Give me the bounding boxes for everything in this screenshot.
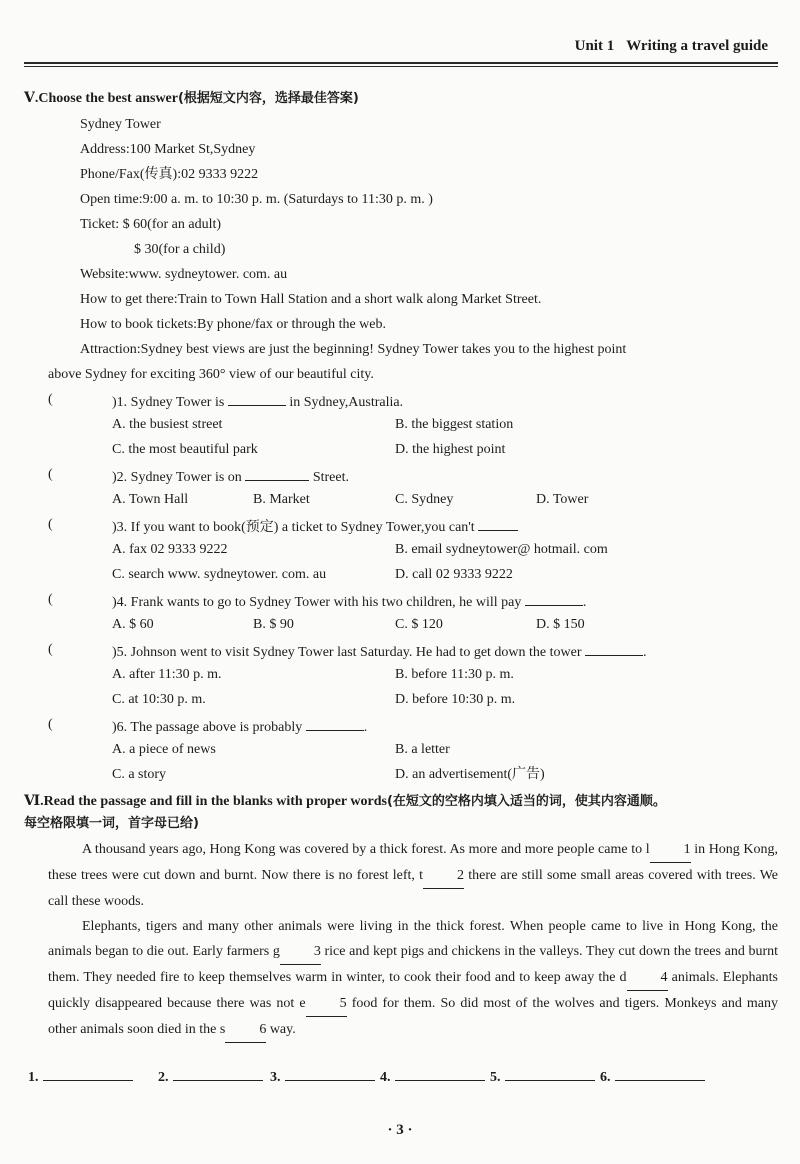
notice-line: Website:www. sydneytower. com. au [80, 267, 288, 282]
q4-stem: )4. Frank wants to go to Sydney Tower with his two children, he will pay . [112, 591, 586, 612]
q4-paren: ( [48, 592, 53, 607]
q6-stem: )6. The passage above is probably . [112, 716, 367, 737]
section5-heading [24, 90, 359, 108]
q5-option-c: C. at 10:30 p. m. [112, 692, 206, 707]
answer-4: 4. [380, 1066, 485, 1087]
passage-paragraph-2 [48, 914, 778, 1043]
q1-paren: ( [48, 392, 53, 407]
q5-option-d: D. before 10:30 p. m. [395, 692, 516, 707]
passage [48, 837, 778, 1043]
passage-paragraph-1 [48, 837, 778, 914]
q2-option-b: B. Market [253, 492, 310, 507]
q2-option-d: D. Tower [536, 492, 589, 507]
q6-paren: ( [48, 717, 53, 732]
answer-3-field[interactable] [285, 1066, 375, 1081]
q3-option-c: C. search www. sydneytower. com. au [112, 567, 327, 582]
answer-2-field[interactable] [173, 1066, 263, 1081]
answer-5-field[interactable] [505, 1066, 595, 1081]
p1-line2a: to l [631, 842, 650, 857]
q6-option-d: D. an advertisement(广告) [395, 767, 545, 782]
answer-4-field[interactable] [395, 1066, 485, 1081]
q4-stem-text: )4. Frank wants to go to Sydney Tower with his two children, he will pay [112, 595, 522, 610]
q6-stem-text: )6. The passage above is probably [112, 720, 303, 735]
section6-heading-zh2: 每空格限填一词，首字母已给) [24, 816, 199, 831]
q1-option-d: D. the highest point [395, 442, 506, 457]
q1-option-c: C. the most beautiful park [112, 442, 258, 457]
notice-line: Sydney Tower [80, 117, 161, 132]
notice-line: How to get there:Train to Town Hall Station and a short walk along Market Street. [80, 292, 542, 307]
q1-option-b: B. the biggest station [395, 417, 514, 432]
q2-stem [112, 466, 349, 487]
q4-option-a: A. $ 60 [112, 617, 154, 632]
notice-line: Attraction:Sydney best views are just the beginning! Sydney Tower takes you to the highest point [80, 342, 627, 357]
q3-option-b: B. email sydneytower@ hotmail. com [395, 542, 608, 557]
q2-stem-b: Street. [312, 470, 349, 485]
p1-line2b: in Hong Kong, these trees were cut down and burnt. Now there is no forest left, t [48, 842, 779, 883]
q6-option-a: A. a piece of news [112, 742, 216, 757]
p2-line6b: way. [269, 1022, 296, 1037]
q3-stem [112, 516, 518, 537]
q5-paren: ( [48, 642, 53, 657]
q1-stem-b: in Sydney,Australia. [289, 395, 404, 410]
q3-paren: ( [48, 517, 53, 532]
q6-option-c: C. a story [112, 767, 167, 782]
p2-line2: in Hong Kong, the animals began to die out. Early farmers g [48, 919, 779, 959]
p2-line6a: other animals soon died in the s [48, 1022, 226, 1037]
q2-option-a: A. Town Hall [112, 492, 189, 507]
section6-title: Read the passage and fill in the blanks with proper words [43, 794, 387, 809]
q5-option-a: A. after 11:30 p. m. [112, 667, 222, 682]
answer-6-field[interactable] [615, 1066, 705, 1081]
section6-title-zh: (在短文的空格内填入适当的词，使其内容通顺。 [386, 794, 666, 809]
p2-line3: the valleys. They cut down the trees and burnt them. They needed fire to keep themselves warm in [48, 944, 778, 985]
q4-option-b: B. $ 90 [253, 617, 294, 632]
blank-6[interactable]: 6 [225, 1017, 266, 1043]
q2-stem-a: )2. Sydney Tower is on [112, 470, 242, 485]
notice-line: Address:100 Market St,Sydney [80, 142, 256, 157]
section6-number: Ⅵ. [24, 794, 44, 809]
header-rule [24, 62, 778, 64]
q2-paren: ( [48, 467, 53, 482]
q5-answer-blank[interactable] [585, 641, 643, 656]
q3-option-a: A. fax 02 9333 9222 [112, 542, 228, 557]
q1-stem-a: )1. Sydney Tower is [112, 395, 225, 410]
answer-2: 2. [158, 1066, 263, 1087]
header-rule-thin [24, 66, 778, 67]
unit-label: Unit 1 [574, 38, 615, 54]
answer-1-field[interactable] [43, 1066, 133, 1081]
notice-line: Open time:9:00 a. m. to 10:30 p. m. (Saturdays to 11:30 p. m. ) [80, 192, 433, 207]
section5-title-zh: (根据短文内容，选择最佳答案) [177, 91, 359, 106]
q1-option-a: A. the busiest street [112, 417, 223, 432]
p1-line1: A thousand years ago, Hong Kong was covered by a thick forest. As more and more people came [82, 842, 628, 857]
q5-stem: )5. Johnson went to visit Sydney Tower last Saturday. He had to get down the tower . [112, 641, 647, 662]
q3-stem-text: )3. If you want to book(预定) a ticket to Sydney Tower,you can't [112, 520, 475, 535]
notice-line: above Sydney for exciting 360° view of our beautiful city. [48, 367, 374, 382]
notice-line: $ 30(for a child) [134, 242, 226, 257]
blank-5[interactable]: 5 [306, 991, 347, 1017]
page-number: · 3 · [387, 1122, 413, 1138]
p2-line5b: food for them. So did most of the wolves and tigers. Monkeys and many [351, 996, 779, 1011]
unit-title: Writing a travel guide [626, 38, 768, 54]
answer-1: 1. [28, 1066, 133, 1087]
p2-line5a: because there was not e [167, 996, 306, 1011]
q5-stem-text: )5. Johnson went to visit Sydney Tower last Saturday. He had to get down the tower [112, 645, 582, 660]
q1-answer-blank[interactable] [228, 391, 286, 406]
p2-line1: Elephants, tigers and many other animals were living in the thick forest. When people came to live [82, 919, 664, 934]
blank-4[interactable]: 4 [627, 965, 668, 991]
q4-answer-blank[interactable] [525, 591, 583, 606]
notice-line: Phone/Fax(传真):02 9333 9222 [80, 167, 259, 182]
notice-line: How to book tickets:By phone/fax or through the web. [80, 317, 387, 332]
answer-5: 5. [490, 1066, 595, 1087]
p2-line2b: rice and kept pigs and chickens in [324, 944, 516, 959]
blank-2[interactable]: 2 [423, 863, 464, 889]
q3-answer-blank[interactable] [478, 516, 518, 531]
q6-option-b: B. a letter [395, 742, 450, 757]
running-header [575, 38, 768, 55]
q4-option-c: C. $ 120 [395, 617, 443, 632]
section6-heading [24, 793, 666, 811]
section5-title: Choose the best answer [38, 91, 178, 106]
q1-stem [112, 391, 403, 412]
section5-number: Ⅴ. [24, 91, 39, 106]
q3-option-d: D. call 02 9333 9222 [395, 567, 513, 582]
blank-3[interactable]: 3 [280, 939, 321, 965]
p2-line4a: winter, to cook their food and to keep away the d [346, 970, 627, 985]
answer-6: 6. [600, 1066, 705, 1087]
blank-1[interactable]: 1 [650, 837, 691, 863]
p1-line3: there are still some small areas covered with trees. We call these woods. [48, 868, 779, 909]
q2-answer-blank[interactable] [245, 466, 309, 481]
q2-option-c: C. Sydney [395, 492, 454, 507]
answer-3: 3. [270, 1066, 375, 1087]
q5-option-b: B. before 11:30 p. m. [395, 667, 514, 682]
q6-answer-blank[interactable] [306, 716, 364, 731]
notice-line: Ticket: $ 60(for an adult) [80, 217, 222, 232]
p2-line4b: animals. Elephants quickly disappeared [48, 970, 779, 1011]
q4-option-d: D. $ 150 [536, 617, 585, 632]
